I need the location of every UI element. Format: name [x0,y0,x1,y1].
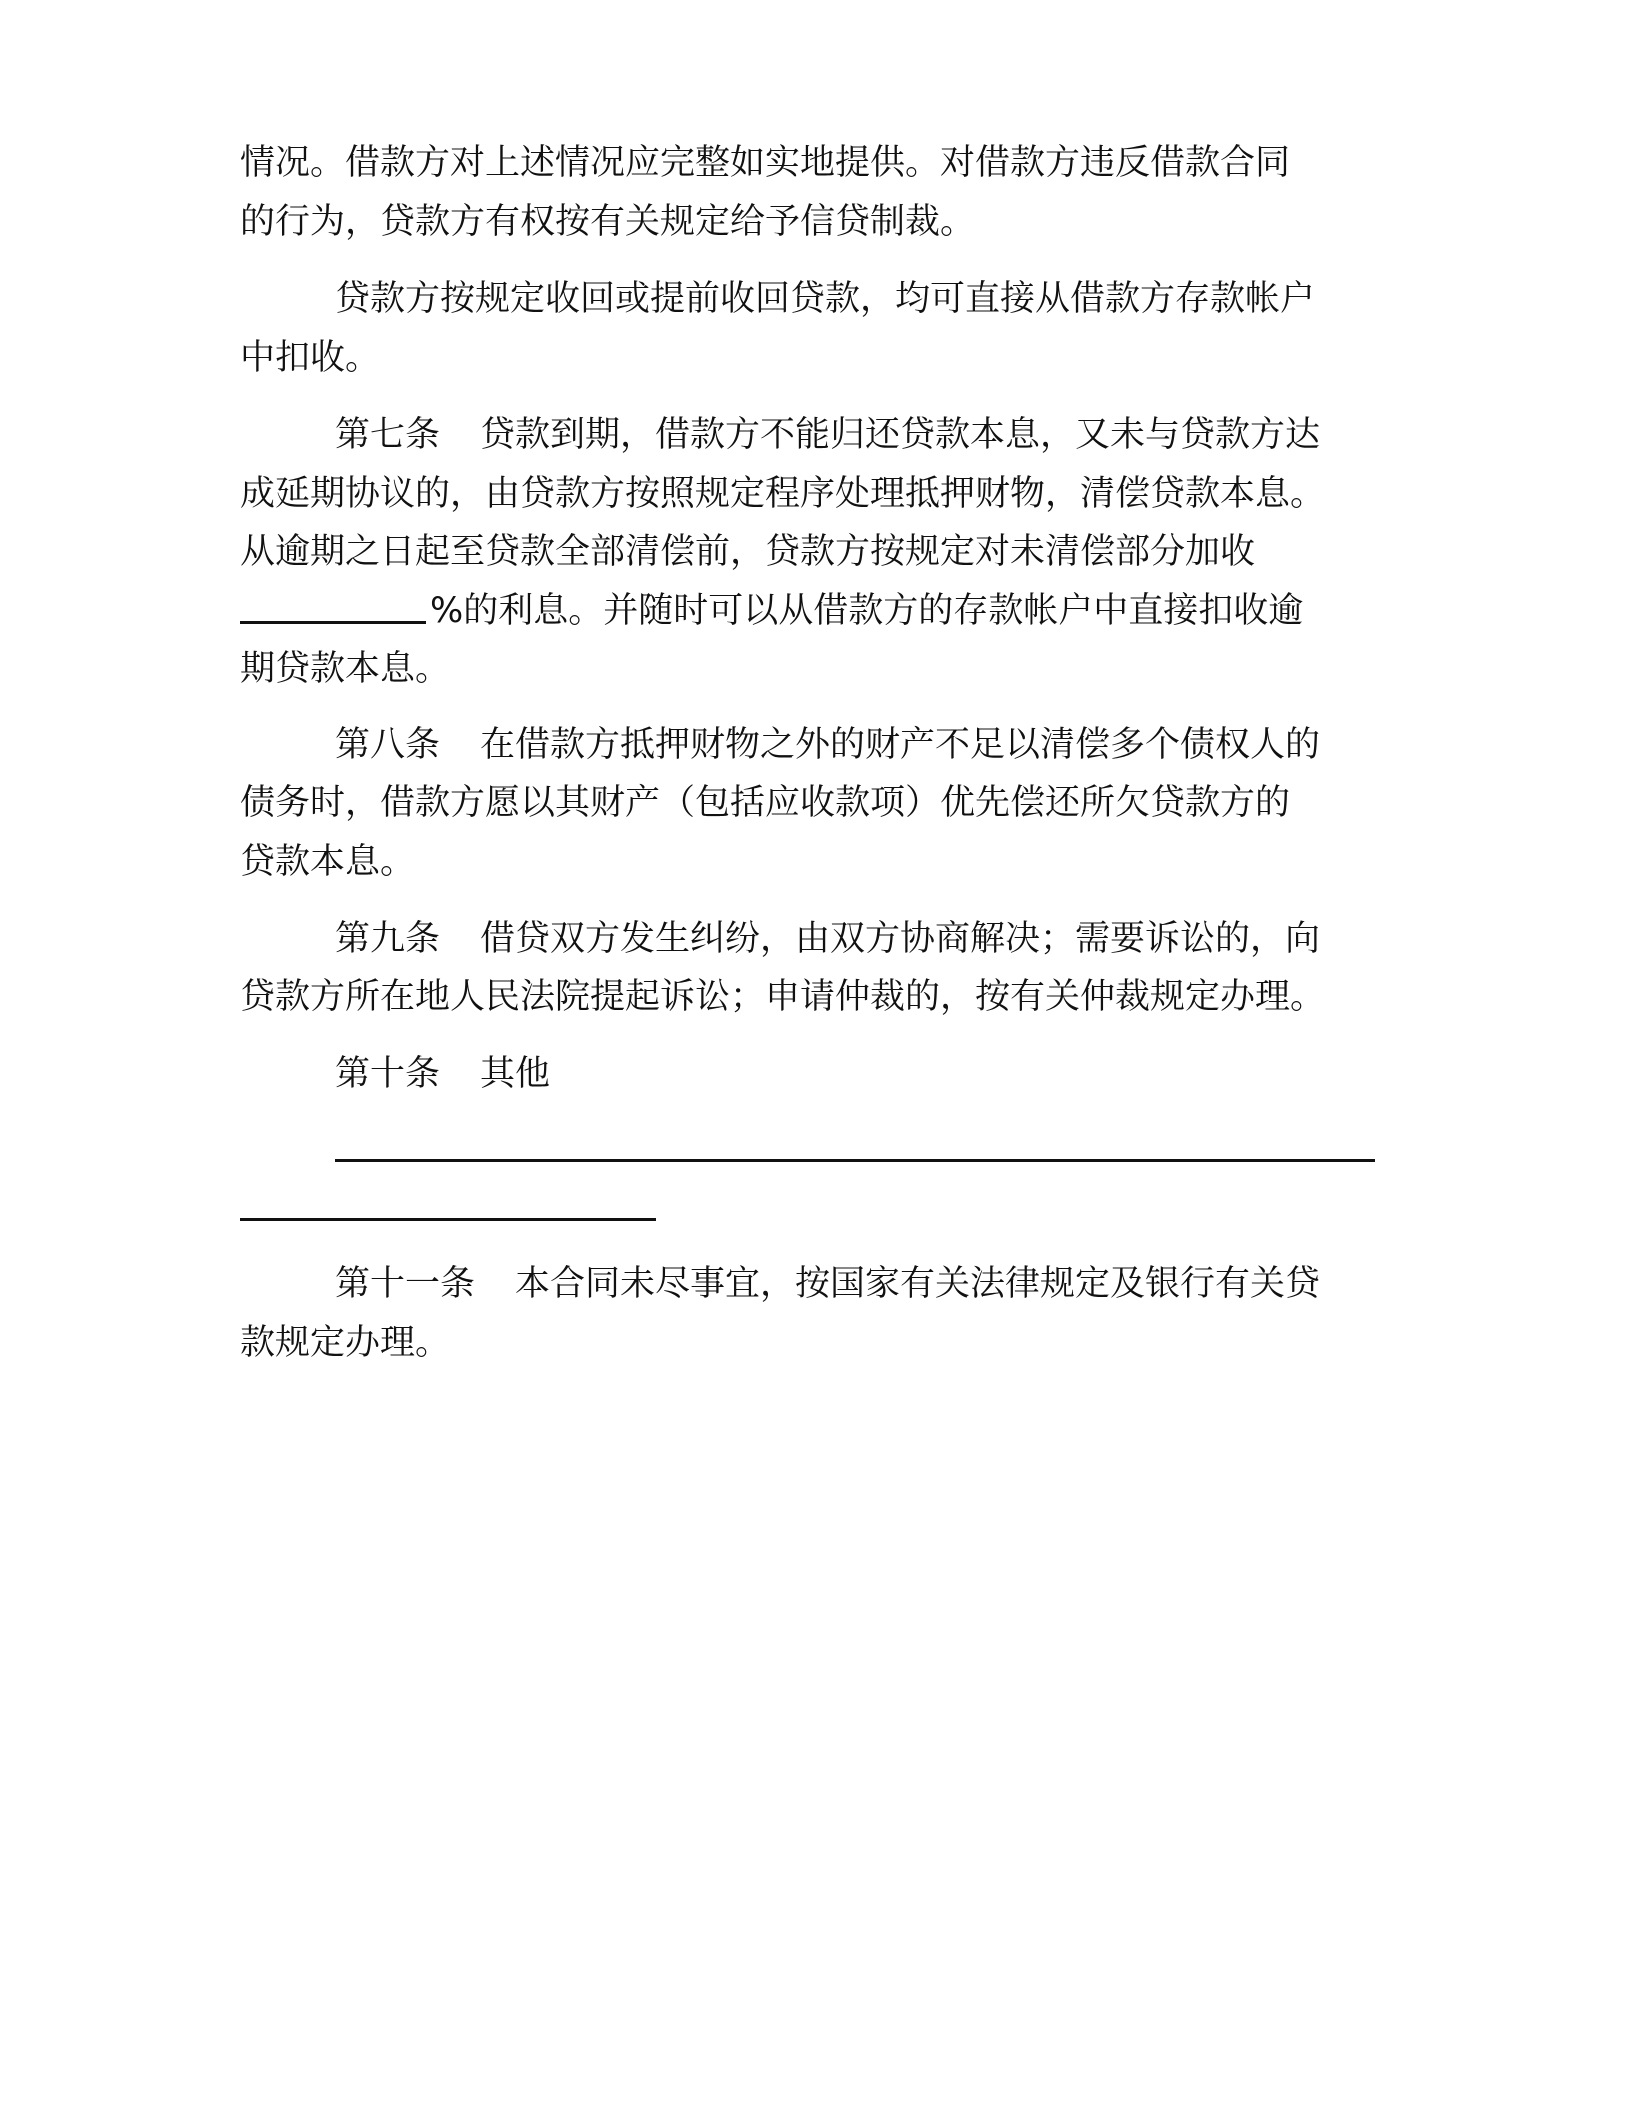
paragraph-line: 贷款本息。 [240,842,416,882]
article-7-number: 第七条 [335,415,441,455]
paragraph-line: 中扣收。 [240,338,381,378]
article-11-number: 第十一条 [335,1264,476,1304]
article-8-number: 第八条 [335,725,441,765]
blank-fill-line [335,1159,1375,1162]
paragraph-line: 成延期协议的，由贷款方按照规定程序处理抵押财物，清偿贷款本息。 [240,474,1326,514]
article-8-text: 在借款方抵押财物之外的财产不足以清偿多个债权人的 [480,725,1321,765]
article-7-line [335,415,1321,455]
article-10-line [335,1054,551,1094]
article-9-line [335,919,1321,959]
article-7-rate-line [240,591,1304,631]
article-9-number: 第九条 [335,919,441,959]
article-10-text: 其他 [480,1054,551,1094]
article-11-text: 本合同未尽事宜，按国家有关法律规定及银行有关贷 [515,1264,1321,1304]
blank-fill-line [240,1218,656,1221]
paragraph-line: 情况。借款方对上述情况应完整如实地提供。对借款方违反借款合同 [240,143,1291,183]
paragraph-line: 贷款方按规定收回或提前收回贷款，均可直接从借款方存款帐户 [335,279,1316,319]
paragraph-line: 贷款方所在地人民法院提起诉讼；申请仲裁的，按有关仲裁规定办理。 [240,977,1326,1017]
interest-rate-blank [240,621,426,624]
article-10-number: 第十条 [335,1054,441,1094]
article-7-text: 贷款到期，借款方不能归还贷款本息，又未与贷款方达 [480,415,1321,455]
article-11-line [335,1264,1321,1304]
paragraph-line: 债务时，借款方愿以其财产（包括应收款项）优先偿还所欠贷款方的 [240,783,1291,823]
paragraph-line: 的行为，贷款方有权按有关规定给予信贷制裁。 [240,202,976,242]
paragraph-line: 从逾期之日起至贷款全部清偿前，贷款方按规定对未清偿部分加收 [240,532,1256,572]
article-7-rate-text: %的利息。并随时可以从借款方的存款帐户中直接扣收逾 [430,591,1304,631]
paragraph-line: 期贷款本息。 [240,649,451,689]
article-8-line [335,725,1321,765]
article-9-text: 借贷双方发生纠纷，由双方协商解决；需要诉讼的，向 [480,919,1321,959]
paragraph-line: 款规定办理。 [240,1323,451,1363]
